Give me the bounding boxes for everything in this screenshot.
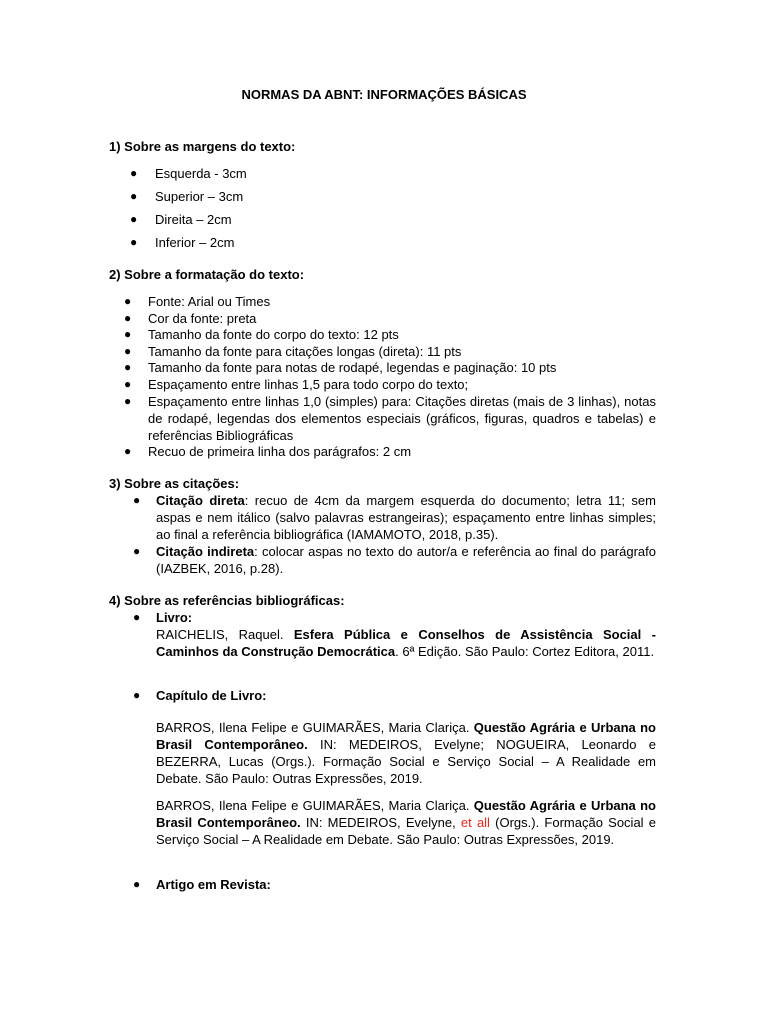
list-item: Espaçamento entre linhas 1,0 (simples) para: Citações diretas (mais de 3 linhas), notas de rodapé, legendas dos elementos especiais (gráficos, figuras, quadros e tabelas) e referências Bibliográficas xyxy=(148,394,656,443)
livro-reference xyxy=(156,626,656,660)
section-2-heading: 2) Sobre a formatação do texto: xyxy=(109,267,305,282)
section-1-heading: 1) Sobre as margens do texto: xyxy=(109,139,296,154)
list-item: Tamanho da fonte para notas de rodapé, legendas e paginação: 10 pts xyxy=(148,360,557,375)
list-item: Superior – 3cm xyxy=(155,189,244,204)
cap2-rest: (Orgs.). Formação Social e Serviço Social – A Realidade em Debate. São Paulo: Outras Expressões, 2019. xyxy=(156,815,656,847)
cap1-author: BARROS, Ilena Felipe e GUIMARÃES, Maria Clariça. xyxy=(156,720,474,735)
bullet-icon: ● xyxy=(133,610,141,624)
section-4-heading: 4) Sobre as referências bibliográficas: xyxy=(109,593,345,608)
citacao-indireta-text: : colocar aspas no texto do autor/a e referência ao final do parágrafo (IAZBEK, 2016, p.28). xyxy=(156,544,656,576)
list-item: Tamanho da fonte para citações longas (direta): 11 pts xyxy=(148,344,462,359)
bullet-icon: ● xyxy=(124,360,132,374)
list-item: Esquerda - 3cm xyxy=(155,166,247,181)
bullet-icon: ● xyxy=(124,327,132,341)
cap1-title: Questão Agrária e Urbana no Brasil Contemporâneo. xyxy=(156,720,656,752)
list-item: Espaçamento entre linhas 1,5 para todo corpo do texto; xyxy=(148,377,469,392)
capitulo-reference-2 xyxy=(156,797,656,848)
bullet-icon: ● xyxy=(130,212,138,226)
list-item-citacao-indireta xyxy=(156,543,656,577)
bullet-icon: ● xyxy=(130,189,138,203)
livro-rest: . 6ª Edição. São Paulo: Cortez Editora, 2011. xyxy=(395,644,655,659)
bullet-icon: ● xyxy=(130,166,138,180)
list-item: Tamanho da fonte do corpo do texto: 12 pts xyxy=(148,327,399,342)
bullet-icon: ● xyxy=(124,444,132,458)
bullet-icon: ● xyxy=(133,544,141,558)
citacao-indireta-label: Citação indireta xyxy=(156,544,255,559)
bullet-icon: ● xyxy=(124,311,132,325)
bullet-icon: ● xyxy=(133,688,141,702)
capitulo-label: Capítulo de Livro: xyxy=(156,688,267,703)
list-item-citacao-direta xyxy=(156,492,656,543)
capitulo-reference-1 xyxy=(156,719,656,787)
list-item: Recuo de primeira linha dos parágrafos: 2 cm xyxy=(148,444,412,459)
list-item: Cor da fonte: preta xyxy=(148,311,257,326)
citacao-direta-label: Citação direta xyxy=(156,493,245,508)
livro-title: Esfera Pública e Conselhos de Assistência Social - Caminhos da Construção Democrática xyxy=(156,627,656,659)
section-3-heading: 3) Sobre as citações: xyxy=(109,476,240,491)
bullet-icon: ● xyxy=(124,344,132,358)
cap1-rest: IN: MEDEIROS, Evelyne; NOGUEIRA, Leonardo e BEZERRA, Lucas (Orgs.). Formação Social e Serviço Social – A Realidade em Debate. São Paulo: Outras Expressões, 2019. xyxy=(156,737,656,786)
bullet-icon: ● xyxy=(133,877,141,891)
bullet-icon: ● xyxy=(124,377,132,391)
cap2-author: BARROS, Ilena Felipe e GUIMARÃES, Maria Clariça. xyxy=(156,798,474,813)
cap2-et-al: et all xyxy=(460,815,490,830)
bullet-icon: ● xyxy=(133,493,141,507)
cap2-title: Questão Agrária e Urbana no Brasil Contemporâneo. xyxy=(156,798,656,830)
livro-author: RAICHELIS, Raquel. xyxy=(156,627,294,642)
citacao-direta-text: : recuo de 4cm da margem esquerda do documento; letra 11; sem aspas e nem itálico (salvo palavras estrangeiras); espaçamento entre linhas simples; ao final a referência bibliográfica (IAMAMOTO, 2018, p.35). xyxy=(156,493,656,542)
bullet-icon: ● xyxy=(130,235,138,249)
page-title: NORMAS DA ABNT: INFORMAÇÕES BÁSICAS xyxy=(241,87,527,102)
bullet-icon: ● xyxy=(124,294,132,308)
artigo-label: Artigo em Revista: xyxy=(156,877,271,892)
list-item: Direita – 2cm xyxy=(155,212,232,227)
list-item: Fonte: Arial ou Times xyxy=(148,294,271,309)
bullet-icon: ● xyxy=(124,394,132,408)
list-item: Inferior – 2cm xyxy=(155,235,235,250)
cap2-mid: IN: MEDEIROS, Evelyne, xyxy=(300,815,461,830)
livro-label: Livro: xyxy=(156,610,193,625)
